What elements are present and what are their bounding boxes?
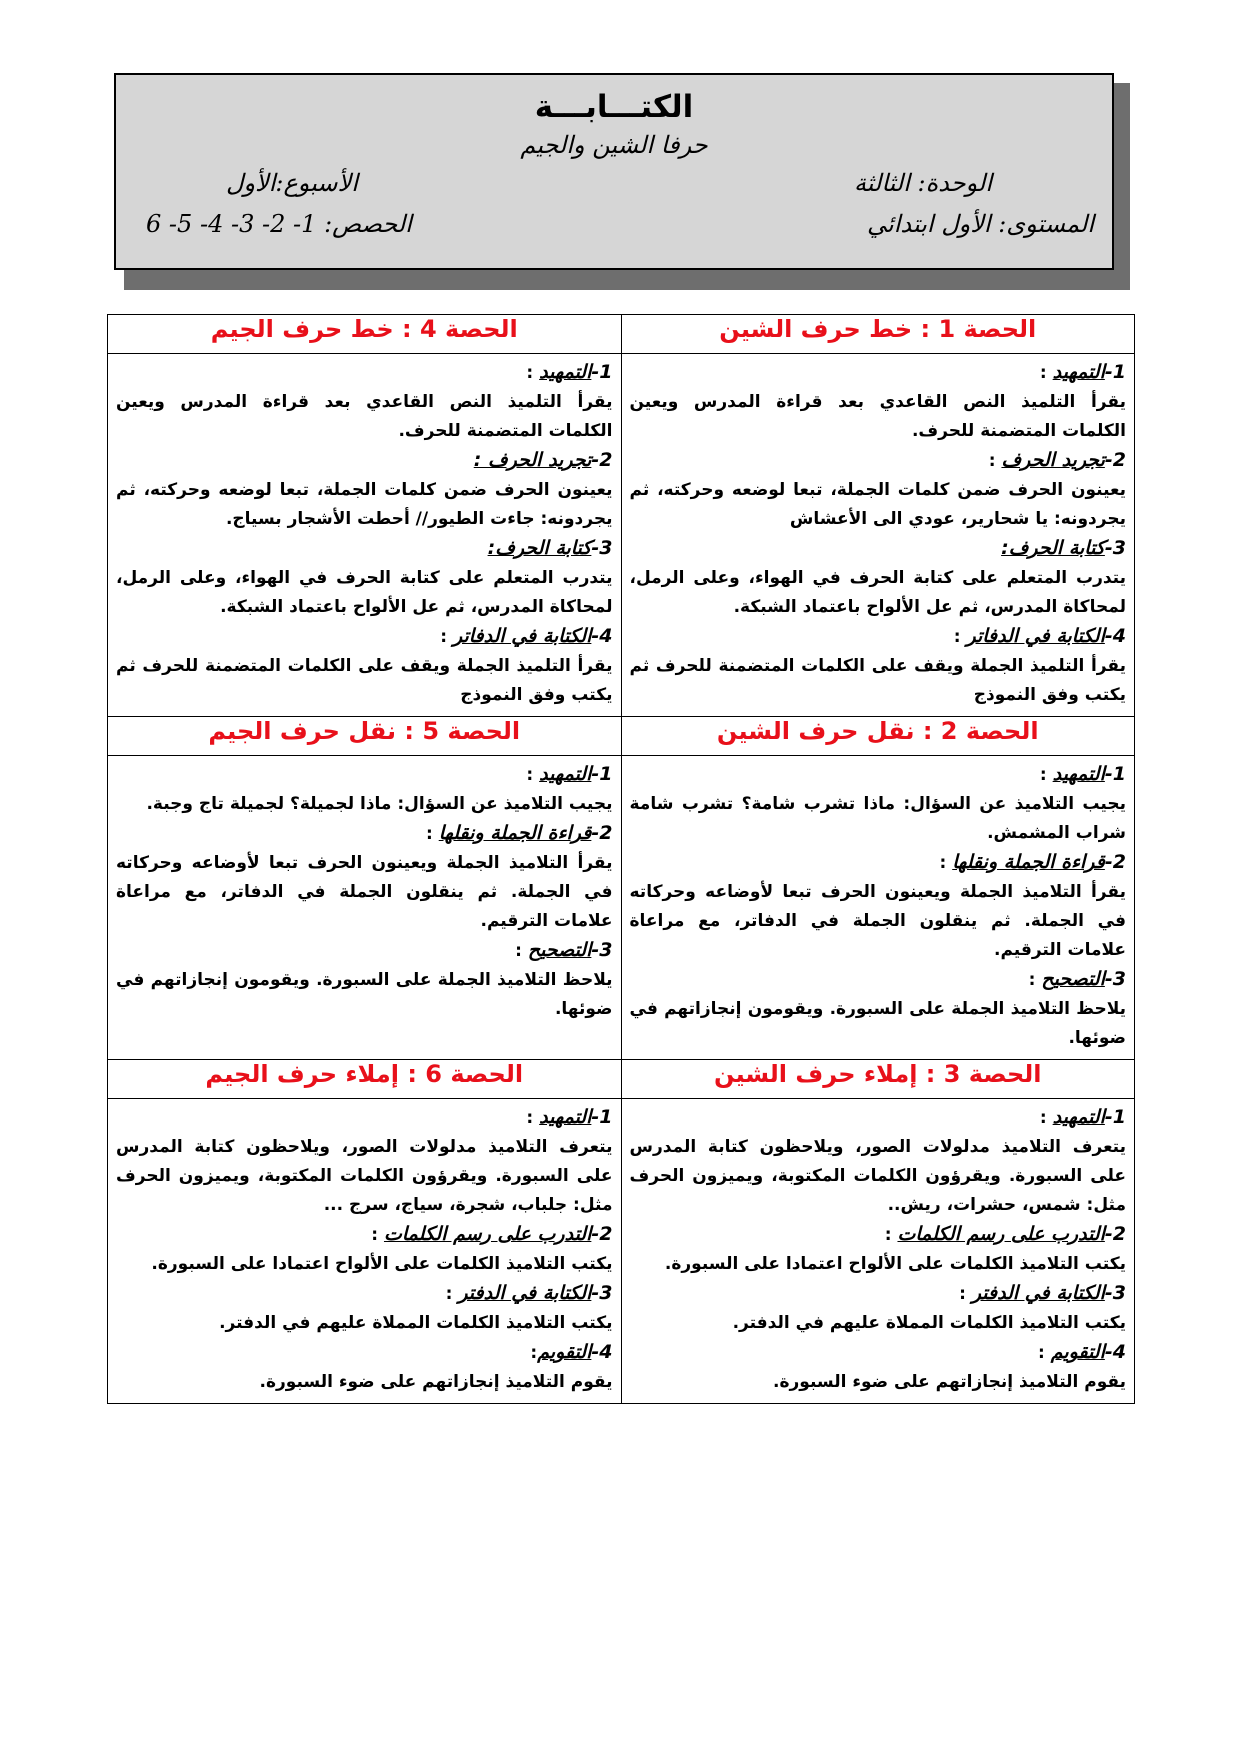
step-title: الكتابة في الدفتر [458,1282,592,1304]
session-body [621,1099,1135,1404]
step-heading [630,358,1127,388]
session-body [621,354,1135,717]
step-number: 1- [591,763,613,785]
step-number: 1- [591,1106,613,1128]
step-title: الكتابة في الدفاتر [966,625,1105,647]
step-heading [116,819,613,849]
step-title: التصحيح [1041,968,1105,990]
step-colon: : [371,1225,384,1245]
step-heading [116,622,613,652]
step-heading [630,965,1127,995]
step-heading [116,358,613,388]
step-title: التقويم [1050,1341,1105,1363]
step-title: التمهيد [1052,361,1105,383]
step-text: يكتب التلاميذ الكلمات على الألواح اعتمادا على السبورة. [664,1254,1126,1274]
step-text: يتعرف التلاميذ مدلولات الصور، ويلاحظون كتابة المدرس على السبورة. ويقرؤون الكلمات المكتوبة، ويميزون الحرف مثل: جلباب، شجرة، سياج، سرج ... [116,1137,613,1215]
header-box [114,73,1114,270]
step-text: يلاحظ التلاميذ الجملة على السبورة. ويقومون إنجازاتهم في ضوئها. [116,970,613,1019]
step-colon: : [1039,363,1053,383]
step-title: تجريد الحرف [1001,449,1105,471]
session-body-row [108,354,1135,717]
step-text: يكتب التلاميذ الكلمات المملاة عليهم في الدفتر. [219,1313,613,1333]
session-title: الحصة 3 : إملاء حرف الشين [621,1060,1135,1099]
step-number: 4- [591,625,613,647]
step-title: التصحيح [527,939,592,961]
step-title: كتابة الحرف: [1001,537,1105,559]
step-colon: : [1037,1343,1051,1363]
step-number: 2- [1104,449,1126,471]
step-colon: : [1028,970,1042,990]
step-title: كتابة الحرف: [487,537,592,559]
step-heading [630,622,1127,652]
step-colon: : [526,765,540,785]
step-number: 3- [1104,537,1126,559]
step-heading [116,534,613,564]
step-colon: : [988,451,1002,471]
step-text: يعينون الحرف ضمن كلمات الجملة، تبعا لوضعه وحركته، ثم يجردونه: جاءت الطيور// أحطت الأشجار بسياج. [116,480,613,529]
step-colon: : [526,363,540,383]
step-text: يتعرف التلاميذ مدلولات الصور، ويلاحظون كتابة المدرس على السبورة. ويقرؤون الكلمات المكتوبة، ويميزون الحرف مثل: شمس، حشرات، ريش.. [629,1137,1126,1215]
step-text: يقرأ التلاميذ الجملة ويعينون الحرف تبعا لأوضاعه وحركاته في الجملة. ثم ينقلون الجملة في الدفاتر، مع مراعاة علامات الترقيم. [116,853,613,931]
step-title: التمهيد [539,1106,592,1128]
step-colon: : [1039,765,1053,785]
unit-label: الوحدة: الثالثة [853,169,992,197]
step-title: الكتابة في الدفاتر [452,625,592,647]
step-heading [630,1103,1127,1133]
step-title: التدرب على رسم الكلمات [897,1223,1105,1245]
step-heading [630,1220,1127,1250]
step-number: 1- [1104,1106,1126,1128]
session-title-row [108,717,1135,756]
step-heading [116,936,613,966]
step-number: 3- [591,939,613,961]
step-number: 1- [591,361,613,383]
step-colon: : [440,627,453,647]
step-heading [116,1220,613,1250]
step-title: التمهيد [1052,1106,1105,1128]
step-colon: : [953,627,967,647]
step-number: 2- [591,1223,613,1245]
step-heading [630,1338,1127,1368]
step-text: يقرأ التلاميذ الجملة ويعينون الحرف تبعا لأوضاعه وحركاته في الجملة. ثم ينقلون الجملة في الدفاتر، مع مراعاة علامات الترقيم. [629,882,1126,960]
step-colon: : [445,1284,459,1304]
step-number: 4- [1104,1341,1126,1363]
step-number: 2- [1104,1223,1126,1245]
session-title: الحصة 1 : خط حرف الشين [621,315,1135,354]
step-colon: : [959,1284,972,1304]
sessions-label: الحصص: 1- 2- 3- 4- 5- 6 [146,210,412,238]
step-colon: : [425,824,439,844]
step-number: 2- [1104,851,1126,873]
step-text: يقرأ التلميذ الجملة ويقف على الكلمات المتضمنة للحرف ثم يكتب وفق النموذج [116,656,613,705]
step-text: يجيب التلاميذ عن السؤال: ماذا تشرب شامة؟ تشرب شامة شراب المشمش. [629,794,1126,843]
page-title: الكتـــابـــة [534,89,694,125]
step-heading [116,1103,613,1133]
step-heading [116,760,613,790]
step-number: 4- [591,1341,613,1363]
step-text: يقوم التلاميذ إنجازاتهم على ضوء السبورة. [773,1372,1126,1392]
step-heading [116,1338,613,1368]
session-body-row [108,1099,1135,1404]
step-number: 3- [591,1282,613,1304]
step-number: 1- [1104,361,1126,383]
page-subtitle: حرفا الشين والجيم [520,131,708,159]
step-heading [630,1279,1127,1309]
step-heading [116,1279,613,1309]
step-title: الكتابة في الدفتر [971,1282,1105,1304]
step-text: يعينون الحرف ضمن كلمات الجملة، تبعا لوضعه وحركته، ثم يجردونه: يا شحارير، عودي الى الأعشاش [629,480,1126,529]
step-text: يكتب التلاميذ الكلمات على الألواح اعتمادا على السبورة. [151,1254,613,1274]
session-body [621,756,1135,1060]
step-number: 2- [591,449,613,471]
step-colon: : [515,941,528,961]
step-text: يقرأ التلميذ النص القاعدي بعد قراءة المدرس ويعين الكلمات المتضمنة للحرف. [116,392,613,441]
step-title: تجريد الحرف : [473,449,592,471]
step-text: يتدرب المتعلم على كتابة الحرف في الهواء، وعلى الرمل، لمحاكاة المدرس، ثم عل الألواح باعتماد الشبكة. [116,568,613,617]
session-title: الحصة 4 : خط حرف الجيم [108,315,622,354]
step-colon: : [1039,1108,1053,1128]
week-label: الأسبوع:الأول [226,169,358,197]
step-title: التدرب على رسم الكلمات [383,1223,592,1245]
session-title: الحصة 2 : نقل حرف الشين [621,717,1135,756]
step-title: قراءة الجملة ونقلها [438,822,592,844]
step-heading [630,760,1127,790]
session-title: الحصة 6 : إملاء حرف الجيم [108,1060,622,1099]
step-number: 3- [1104,1282,1126,1304]
step-number: 3- [591,537,613,559]
step-number: 4- [1104,625,1126,647]
session-title-row [108,1060,1135,1099]
lessons-table [107,314,1135,1404]
step-text: يجيب التلاميذ عن السؤال: ماذا لجميلة؟ لجميلة تاج وجبة. [146,794,613,814]
step-text: يتدرب المتعلم على كتابة الحرف في الهواء، وعلى الرمل، لمحاكاة المدرس، ثم عل الألواح باعتماد الشبكة. [629,568,1126,617]
step-text: يلاحظ التلاميذ الجملة على السبورة. ويقومون إنجازاتهم في ضوئها. [629,999,1126,1048]
session-title: الحصة 5 : نقل حرف الجيم [108,717,622,756]
step-colon: : [884,1225,898,1245]
session-body [108,354,622,717]
step-heading [630,446,1127,476]
step-title: التمهيد [539,361,592,383]
session-body [108,1099,622,1404]
step-heading [116,446,613,476]
step-title: التمهيد [539,763,592,785]
level-label: المستوى: الأول ابتدائي [867,210,1094,238]
step-text: يكتب التلاميذ الكلمات المملاة عليهم في الدفتر. [732,1313,1126,1333]
step-text: يقرأ التلميذ النص القاعدي بعد قراءة المدرس ويعين الكلمات المتضمنة للحرف. [629,392,1126,441]
session-body [108,756,622,1060]
step-colon: : [530,1343,538,1363]
step-title: قراءة الجملة ونقلها [952,851,1105,873]
step-title: التقويم [537,1341,592,1363]
session-body-row [108,756,1135,1060]
step-number: 1- [1104,763,1126,785]
step-title: التمهيد [1052,763,1105,785]
step-heading [630,534,1127,564]
session-title-row [108,315,1135,354]
step-number: 3- [1104,968,1126,990]
step-colon: : [526,1108,540,1128]
step-heading [630,848,1127,878]
step-text: يقوم التلاميذ إنجازاتهم على ضوء السبورة. [259,1372,613,1392]
step-text: يقرأ التلميذ الجملة ويقف على الكلمات المتضمنة للحرف ثم يكتب وفق النموذج [629,656,1126,705]
step-number: 2- [591,822,613,844]
step-colon: : [939,853,953,873]
